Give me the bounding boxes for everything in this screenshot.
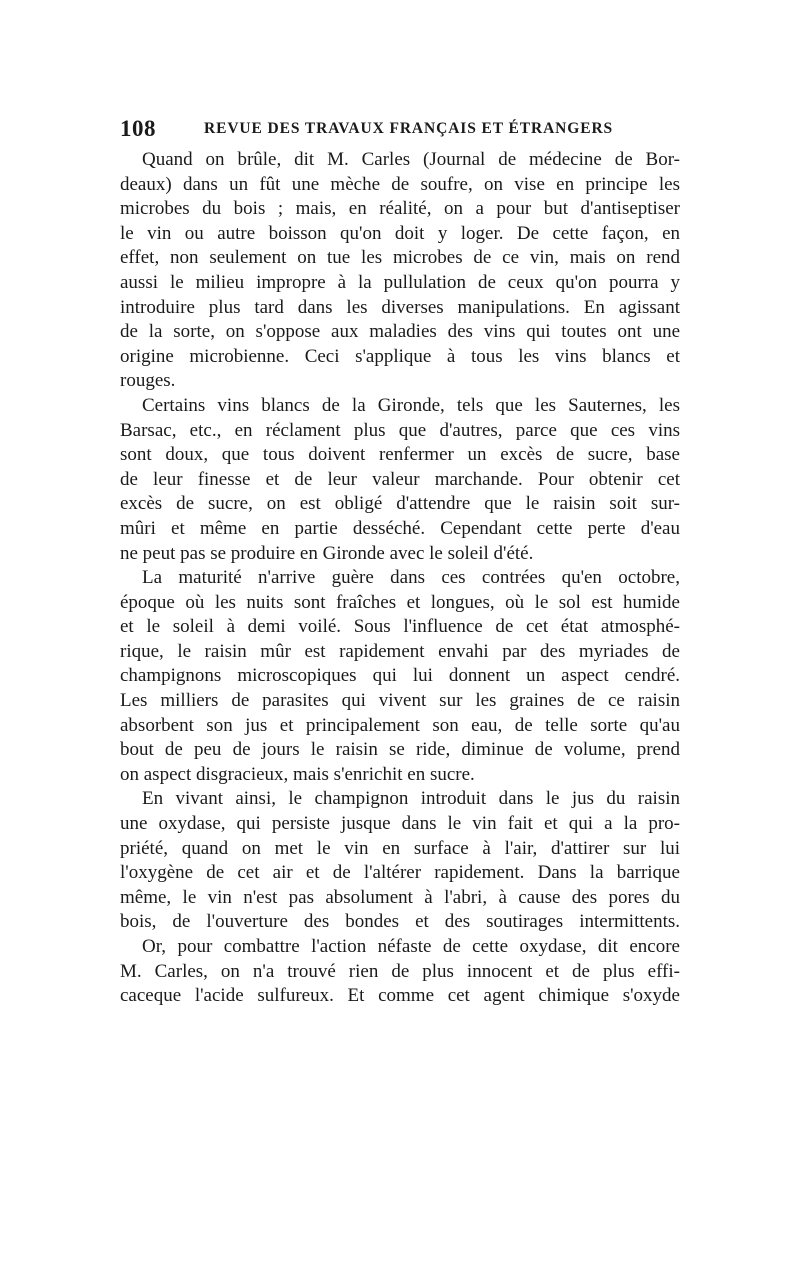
text-line: effet, non seulement on tue les microbes de ce vin, mais on rend bbox=[120, 247, 680, 269]
paragraph-3 bbox=[120, 566, 680, 787]
text-line: et le soleil à demi voilé. Sous l'influence de cet état atmosphé- bbox=[120, 616, 680, 638]
text-line: origine microbienne. Ceci s'applique à tous les vins blancs et bbox=[120, 345, 680, 367]
text-line: mûri et même en partie desséché. Cependant cette perte d'eau bbox=[120, 517, 680, 539]
text-line: de leur finesse et de leur valeur marchande. Pour obtenir cet bbox=[120, 468, 680, 490]
text-line: M. Carles, on n'a trouvé rien de plus innocent et de plus effi- bbox=[120, 960, 680, 982]
body-text bbox=[120, 148, 680, 1009]
text-line: rouges. bbox=[120, 370, 176, 392]
text-line: bout de peu de jours le raisin se ride, diminue de volume, prend bbox=[120, 739, 680, 761]
text-line: époque où les nuits sont fraîches et longues, où le sol est humide bbox=[120, 591, 680, 613]
text-line: ne peut pas se produire en Gironde avec le soleil d'été. bbox=[120, 542, 534, 564]
text-line: microbes du bois ; mais, en réalité, on a pour but d'antiseptiser bbox=[120, 198, 680, 220]
text-line: champignons microscopiques qui lui donnent un aspect cendré. bbox=[120, 665, 680, 687]
text-line: excès de sucre, on est obligé d'attendre que le raisin soit sur- bbox=[120, 493, 680, 515]
text-line: deaux) dans un fût une mèche de soufre, on vise en principe les bbox=[120, 173, 680, 195]
text-line: introduire plus tard dans les diverses manipulations. En agissant bbox=[120, 296, 680, 318]
text-line: Quand on brûle, dit M. Carles (Journal de médecine de Bor- bbox=[142, 149, 680, 170]
text-line: caceque l'acide sulfureux. Et comme cet agent chimique s'oxyde bbox=[120, 985, 680, 1007]
text-line: une oxydase, qui persiste jusque dans le vin fait et qui a la pro- bbox=[120, 813, 680, 835]
text-line: Barsac, etc., en réclament plus que d'autres, parce que ces vins bbox=[120, 419, 680, 441]
text-line: absorbent son jus et principalement son eau, de telle sorte qu'au bbox=[120, 714, 680, 736]
paragraph-1 bbox=[120, 148, 680, 394]
text-line: Certains vins blancs de la Gironde, tels que les Sauternes, les bbox=[142, 394, 680, 416]
text-line: le vin ou autre boisson qu'on doit y loger. De cette façon, en bbox=[120, 222, 680, 244]
text-line: l'oxygène de cet air et de l'altérer rapidement. Dans la barrique bbox=[120, 862, 680, 884]
text-line: Les milliers de parasites qui vivent sur les graines de ce raisin bbox=[120, 690, 680, 712]
text-line: de la sorte, on s'oppose aux maladies des vins qui toutes ont une bbox=[120, 321, 680, 343]
running-head bbox=[120, 116, 680, 144]
text-line: Or, pour combattre l'action néfaste de cette oxydase, dit encore bbox=[142, 936, 680, 957]
text-line: La maturité n'arrive guère dans ces contrées qu'en octobre, bbox=[142, 567, 680, 589]
page-number: 108 bbox=[120, 116, 156, 141]
text-line: on aspect disgracieux, mais s'enrichit en sucre. bbox=[120, 763, 475, 785]
text-line: même, le vin n'est pas absolument à l'abri, à cause des pores du bbox=[120, 886, 680, 908]
text-line: sont doux, que tous doivent renfermer un excès de sucre, base bbox=[120, 444, 680, 466]
paragraph-4 bbox=[120, 787, 680, 935]
text-line: bois, de l'ouverture des bondes et des soutirages intermittents. bbox=[120, 911, 680, 933]
journal-title: REVUE DES TRAVAUX FRANÇAIS ET ÉTRANGERS bbox=[204, 120, 614, 137]
paragraph-5 bbox=[120, 935, 680, 1009]
paragraph-2 bbox=[120, 394, 680, 566]
text-line: rique, le raisin mûr est rapidement envahi par des myriades de bbox=[120, 640, 680, 662]
text-line: aussi le milieu impropre à la pullulation de ceux qu'on pourra y bbox=[120, 271, 680, 293]
text-line: En vivant ainsi, le champignon introduit dans le jus du raisin bbox=[142, 788, 680, 810]
text-line: priété, quand on met le vin en surface à l'air, d'attirer sur lui bbox=[120, 837, 680, 859]
